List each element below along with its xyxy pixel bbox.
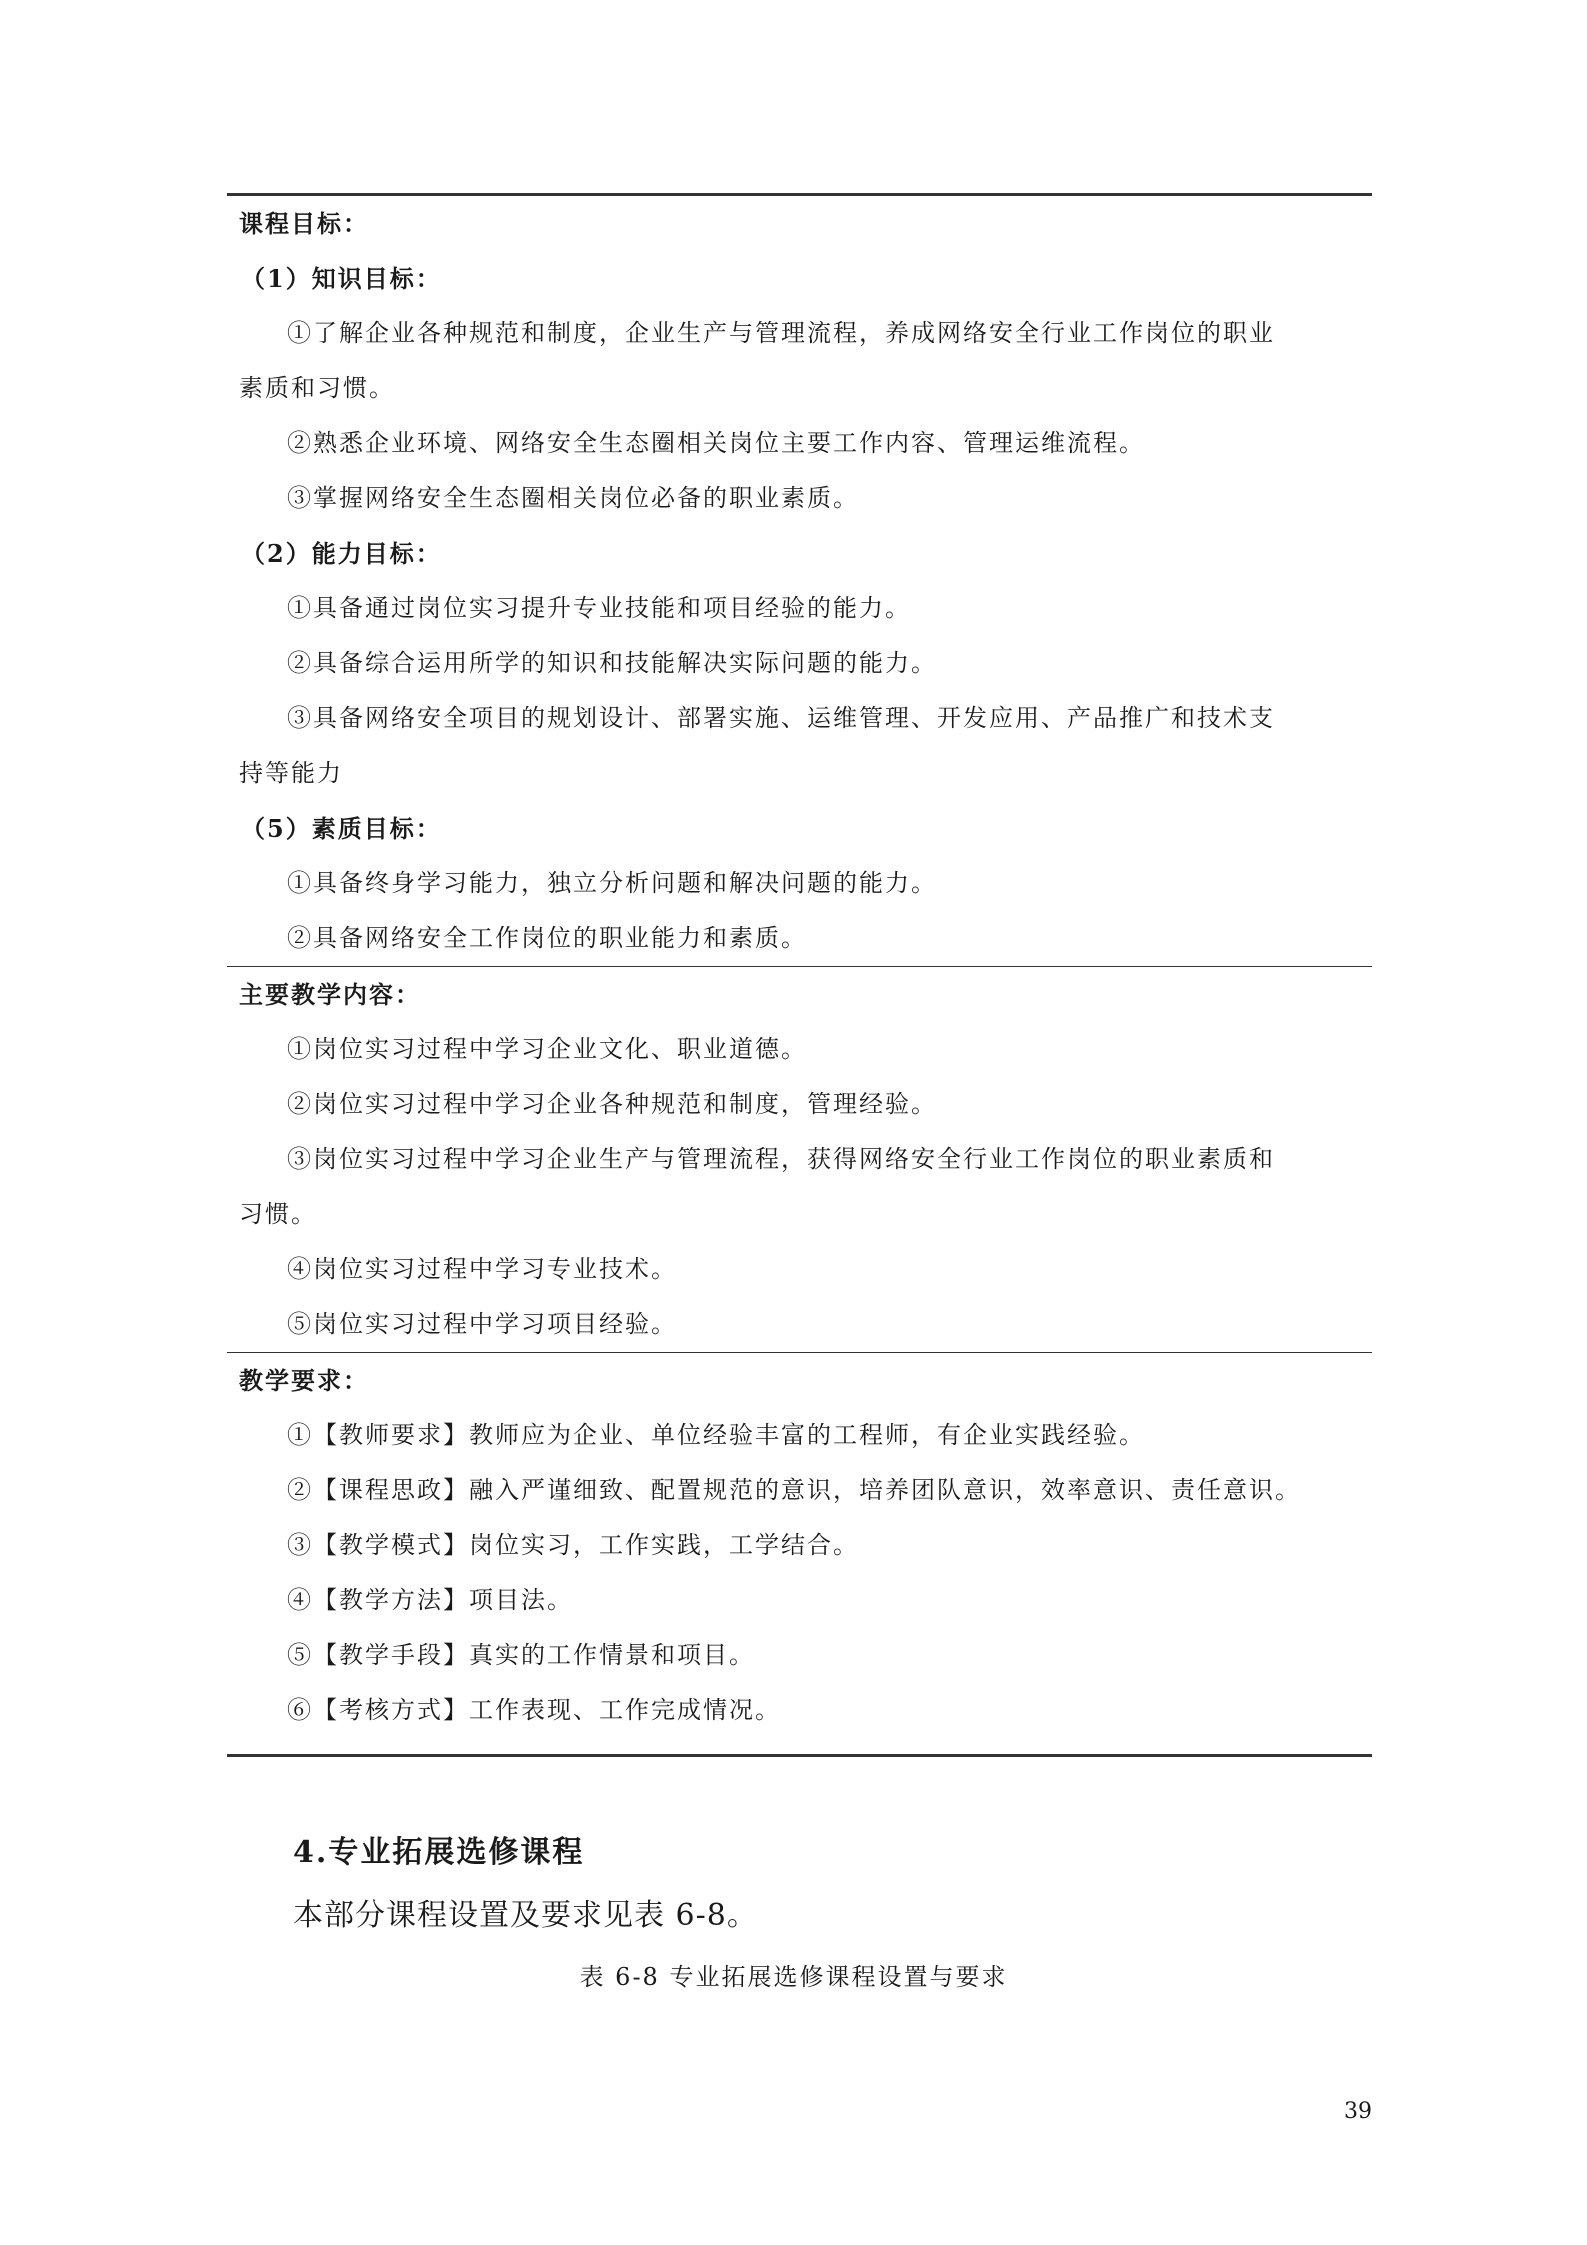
teaching-requirements-section — [227, 1353, 1372, 1738]
quality-goals-heading: （5）素质目标： — [241, 814, 442, 843]
teaching-content-item: ⑤岗位实习过程中学习项目经验。 — [287, 1310, 677, 1338]
table-caption: 表 6-8 专业拓展选修课程设置与要求 — [579, 1963, 1008, 1991]
ability-goals-heading: （2）能力目标： — [241, 539, 442, 568]
course-table — [227, 193, 1372, 1757]
teaching-content-item-continued: 习惯。 — [239, 1200, 317, 1228]
teaching-requirement-item: ②【课程思政】融入严谨细致、配置规范的意识，培养团队意识，效率意识、责任意识。 — [287, 1476, 1301, 1504]
teaching-content-item: ④岗位实习过程中学习专业技术。 — [287, 1255, 677, 1283]
ability-goal-item: ①具备通过岗位实习提升专业技能和项目经验的能力。 — [287, 594, 911, 622]
teaching-content-item: ①岗位实习过程中学习企业文化、职业道德。 — [287, 1035, 807, 1063]
teaching-content-heading: 主要教学内容： — [239, 980, 421, 1009]
course-goals-heading: 课程目标： — [239, 209, 369, 238]
section-heading: 4.专业拓展选修课程 — [293, 1835, 585, 1870]
ability-goal-item: ③具备网络安全项目的规划设计、部署实施、运维管理、开发应用、产品推广和技术支 — [287, 704, 1275, 732]
table-bottom-rule — [227, 1754, 1372, 1757]
section-paragraph: 本部分课程设置及要求见表 6-8。 — [293, 1898, 758, 1933]
course-goals-section — [227, 196, 1372, 966]
page-number: 39 — [1344, 2099, 1372, 2124]
knowledge-goal-item-continued: 素质和习惯。 — [239, 374, 395, 402]
knowledge-goal-item: ②熟悉企业环境、网络安全生态圈相关岗位主要工作内容、管理运维流程。 — [287, 429, 1145, 457]
teaching-content-section — [227, 967, 1372, 1352]
teaching-requirement-item: ③【教学模式】岗位实习，工作实践，工学结合。 — [287, 1531, 859, 1559]
knowledge-goal-item: ①了解企业各种规范和制度，企业生产与管理流程，养成网络安全行业工作岗位的职业 — [287, 319, 1275, 347]
teaching-content-item: ②岗位实习过程中学习企业各种规范和制度，管理经验。 — [287, 1090, 937, 1118]
teaching-requirements-heading: 教学要求： — [239, 1366, 369, 1395]
knowledge-goal-item: ③掌握网络安全生态圈相关岗位必备的职业素质。 — [287, 484, 859, 512]
teaching-content-item: ③岗位实习过程中学习企业生产与管理流程，获得网络安全行业工作岗位的职业素质和 — [287, 1145, 1275, 1173]
quality-goal-item: ①具备终身学习能力，独立分析问题和解决问题的能力。 — [287, 869, 937, 897]
ability-goal-item-continued: 持等能力 — [239, 759, 343, 787]
teaching-requirement-item: ⑤【教学手段】真实的工作情景和项目。 — [287, 1641, 755, 1669]
teaching-requirement-item: ①【教师要求】教师应为企业、单位经验丰富的工程师，有企业实践经验。 — [287, 1421, 1145, 1449]
teaching-requirement-item: ④【教学方法】项目法。 — [287, 1586, 573, 1614]
quality-goal-item: ②具备网络安全工作岗位的职业能力和素质。 — [287, 924, 807, 952]
teaching-requirement-item: ⑥【考核方式】工作表现、工作完成情况。 — [287, 1696, 781, 1724]
knowledge-goals-heading: （1）知识目标： — [241, 264, 442, 293]
ability-goal-item: ②具备综合运用所学的知识和技能解决实际问题的能力。 — [287, 649, 937, 677]
